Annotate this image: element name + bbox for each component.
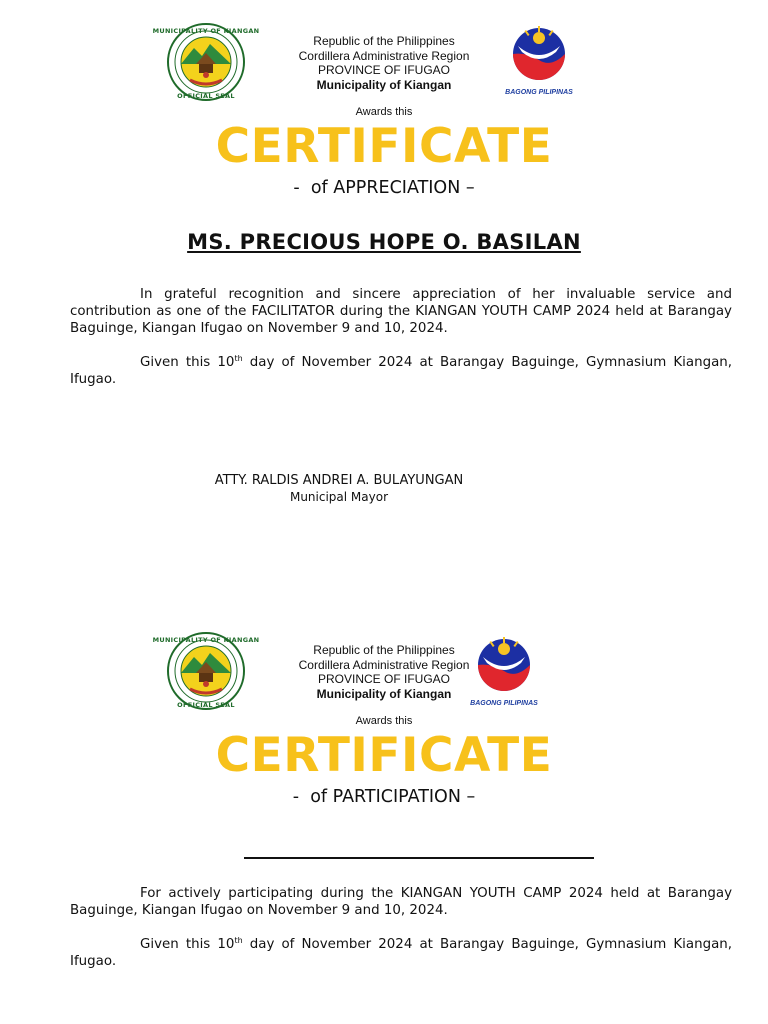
given-paragraph	[70, 936, 732, 970]
given-superscript: th	[234, 354, 243, 363]
svg-text:MUNICIPALITY OF KIANGAN: MUNICIPALITY OF KIANGAN	[152, 27, 260, 35]
bagong-pilipinas-logo	[461, 635, 547, 707]
header-municipality: Municipality of Kiangan	[316, 686, 452, 701]
svg-text:OFFICIAL SEAL: OFFICIAL SEAL	[177, 701, 235, 709]
awards-this-label: Awards this	[355, 106, 413, 118]
svg-text:MUNICIPALITY OF KIANGAN: MUNICIPALITY OF KIANGAN	[152, 636, 260, 644]
certificate-title: CERTIFICATE	[215, 119, 553, 174]
signatory	[208, 473, 470, 505]
signer-title: Municipal Mayor	[289, 490, 389, 504]
certificate-title: CERTIFICATE	[215, 728, 553, 783]
kiangan-official-seal-logo	[152, 631, 260, 711]
kiangan-official-seal-logo	[152, 22, 260, 102]
svg-text:OFFICIAL SEAL: OFFICIAL SEAL	[177, 92, 235, 100]
header-republic: Republic of the Philippines	[313, 643, 455, 657]
recipient-name-blank-line	[244, 857, 594, 859]
certificate-subtitle: - of APPRECIATION –	[293, 178, 475, 198]
header-region: Cordillera Administrative Region	[298, 657, 470, 672]
certificate-subtitle: - of PARTICIPATION –	[292, 787, 476, 807]
body-text: For actively participating during the KIANGAN YOUTH CAMP 2024 held at Barangay Baguinge, Kiangan Ifugao on November 9 and 10, 2024.	[70, 886, 732, 918]
bagong-pilipinas-emblem-icon	[461, 635, 547, 697]
header-municipality: Municipality of Kiangan	[316, 77, 452, 92]
letterhead	[284, 643, 484, 701]
signer-name: ATTY. RALDIS ANDREI A. BULAYUNGAN	[214, 473, 464, 488]
header-republic: Republic of the Philippines	[313, 34, 455, 48]
given-prefix: Given this 10	[140, 355, 235, 370]
given-suffix: day of November 2024 at Barangay Baguinge, Gymnasium Kiangan, Ifugao.	[70, 937, 733, 969]
bagong-pilipinas-logo	[496, 24, 582, 96]
given-paragraph	[70, 354, 732, 388]
bagong-pilipinas-label: BAGONG PILIPINAS	[470, 700, 538, 707]
header-province: PROVINCE OF IFUGAO	[317, 63, 450, 77]
header-region: Cordillera Administrative Region	[298, 48, 470, 63]
recipient-name: MS. PRECIOUS HOPE O. BASILAN	[187, 230, 581, 254]
body-paragraph	[70, 286, 732, 337]
awards-this-label: Awards this	[355, 715, 413, 727]
header-province: PROVINCE OF IFUGAO	[317, 672, 450, 686]
given-suffix: day of November 2024 at Barangay Baguinge, Gymnasium Kiangan, Ifugao.	[70, 355, 733, 387]
given-prefix: Given this 10	[140, 937, 235, 952]
given-superscript: th	[234, 936, 243, 945]
body-text: In grateful recognition and sincere appreciation of her invaluable service and contribution as one of the FACILITATOR during the KIANGAN YOUTH CAMP 2024 held at Barangay Baguinge, Kiangan Ifugao on November 9 and 10, 2024.	[70, 287, 732, 336]
letterhead	[284, 34, 484, 92]
bagong-pilipinas-label: BAGONG PILIPINAS	[505, 89, 573, 96]
body-paragraph	[70, 885, 732, 919]
bagong-pilipinas-emblem-icon	[496, 24, 582, 86]
